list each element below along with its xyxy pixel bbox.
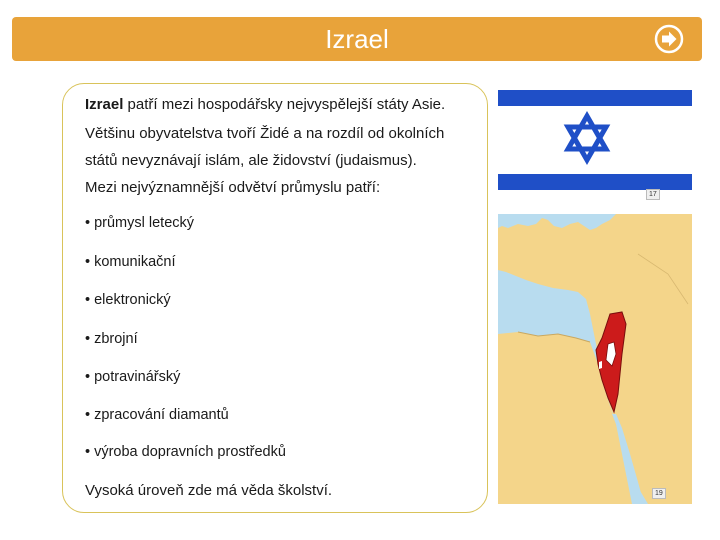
page-title: Izrael (325, 24, 389, 54)
intro-line (85, 96, 445, 113)
text-line-3: států nevyznávají islám, ale židovství (judaismus). (85, 152, 417, 169)
intro-bold: Izrael (85, 96, 124, 113)
intro-rest: patří mezi hospodářsky nejvyspělejší státy Asie. (123, 96, 446, 113)
text-line-2: Většinu obyvatelstva tvoří Židé a na rozdíl od okolních (85, 125, 445, 142)
bullet-item: • průmysl letecký (85, 215, 195, 231)
bullet-item: • komunikační (85, 254, 176, 270)
closing-line: Vysoká úroveň zde má věda školství. (85, 482, 333, 499)
bullet-item: • výroba dopravních prostředků (85, 444, 286, 460)
bullet-item: • zpracování diamantů (85, 407, 229, 423)
israel-map-image (498, 214, 692, 504)
bullet-item: • elektronický (85, 292, 171, 308)
bullet-item: • potravinářský (85, 369, 181, 385)
next-arrow-icon[interactable] (653, 23, 685, 55)
israel-flag-image (498, 86, 692, 198)
map-page-number: 19 (652, 488, 666, 499)
bullet-item: • zbrojní (85, 331, 138, 347)
title-bar (12, 17, 702, 61)
flag-page-number: 17 (646, 189, 660, 200)
text-line-4: Mezi nejvýznamnější odvětví průmyslu patří: (85, 179, 381, 196)
